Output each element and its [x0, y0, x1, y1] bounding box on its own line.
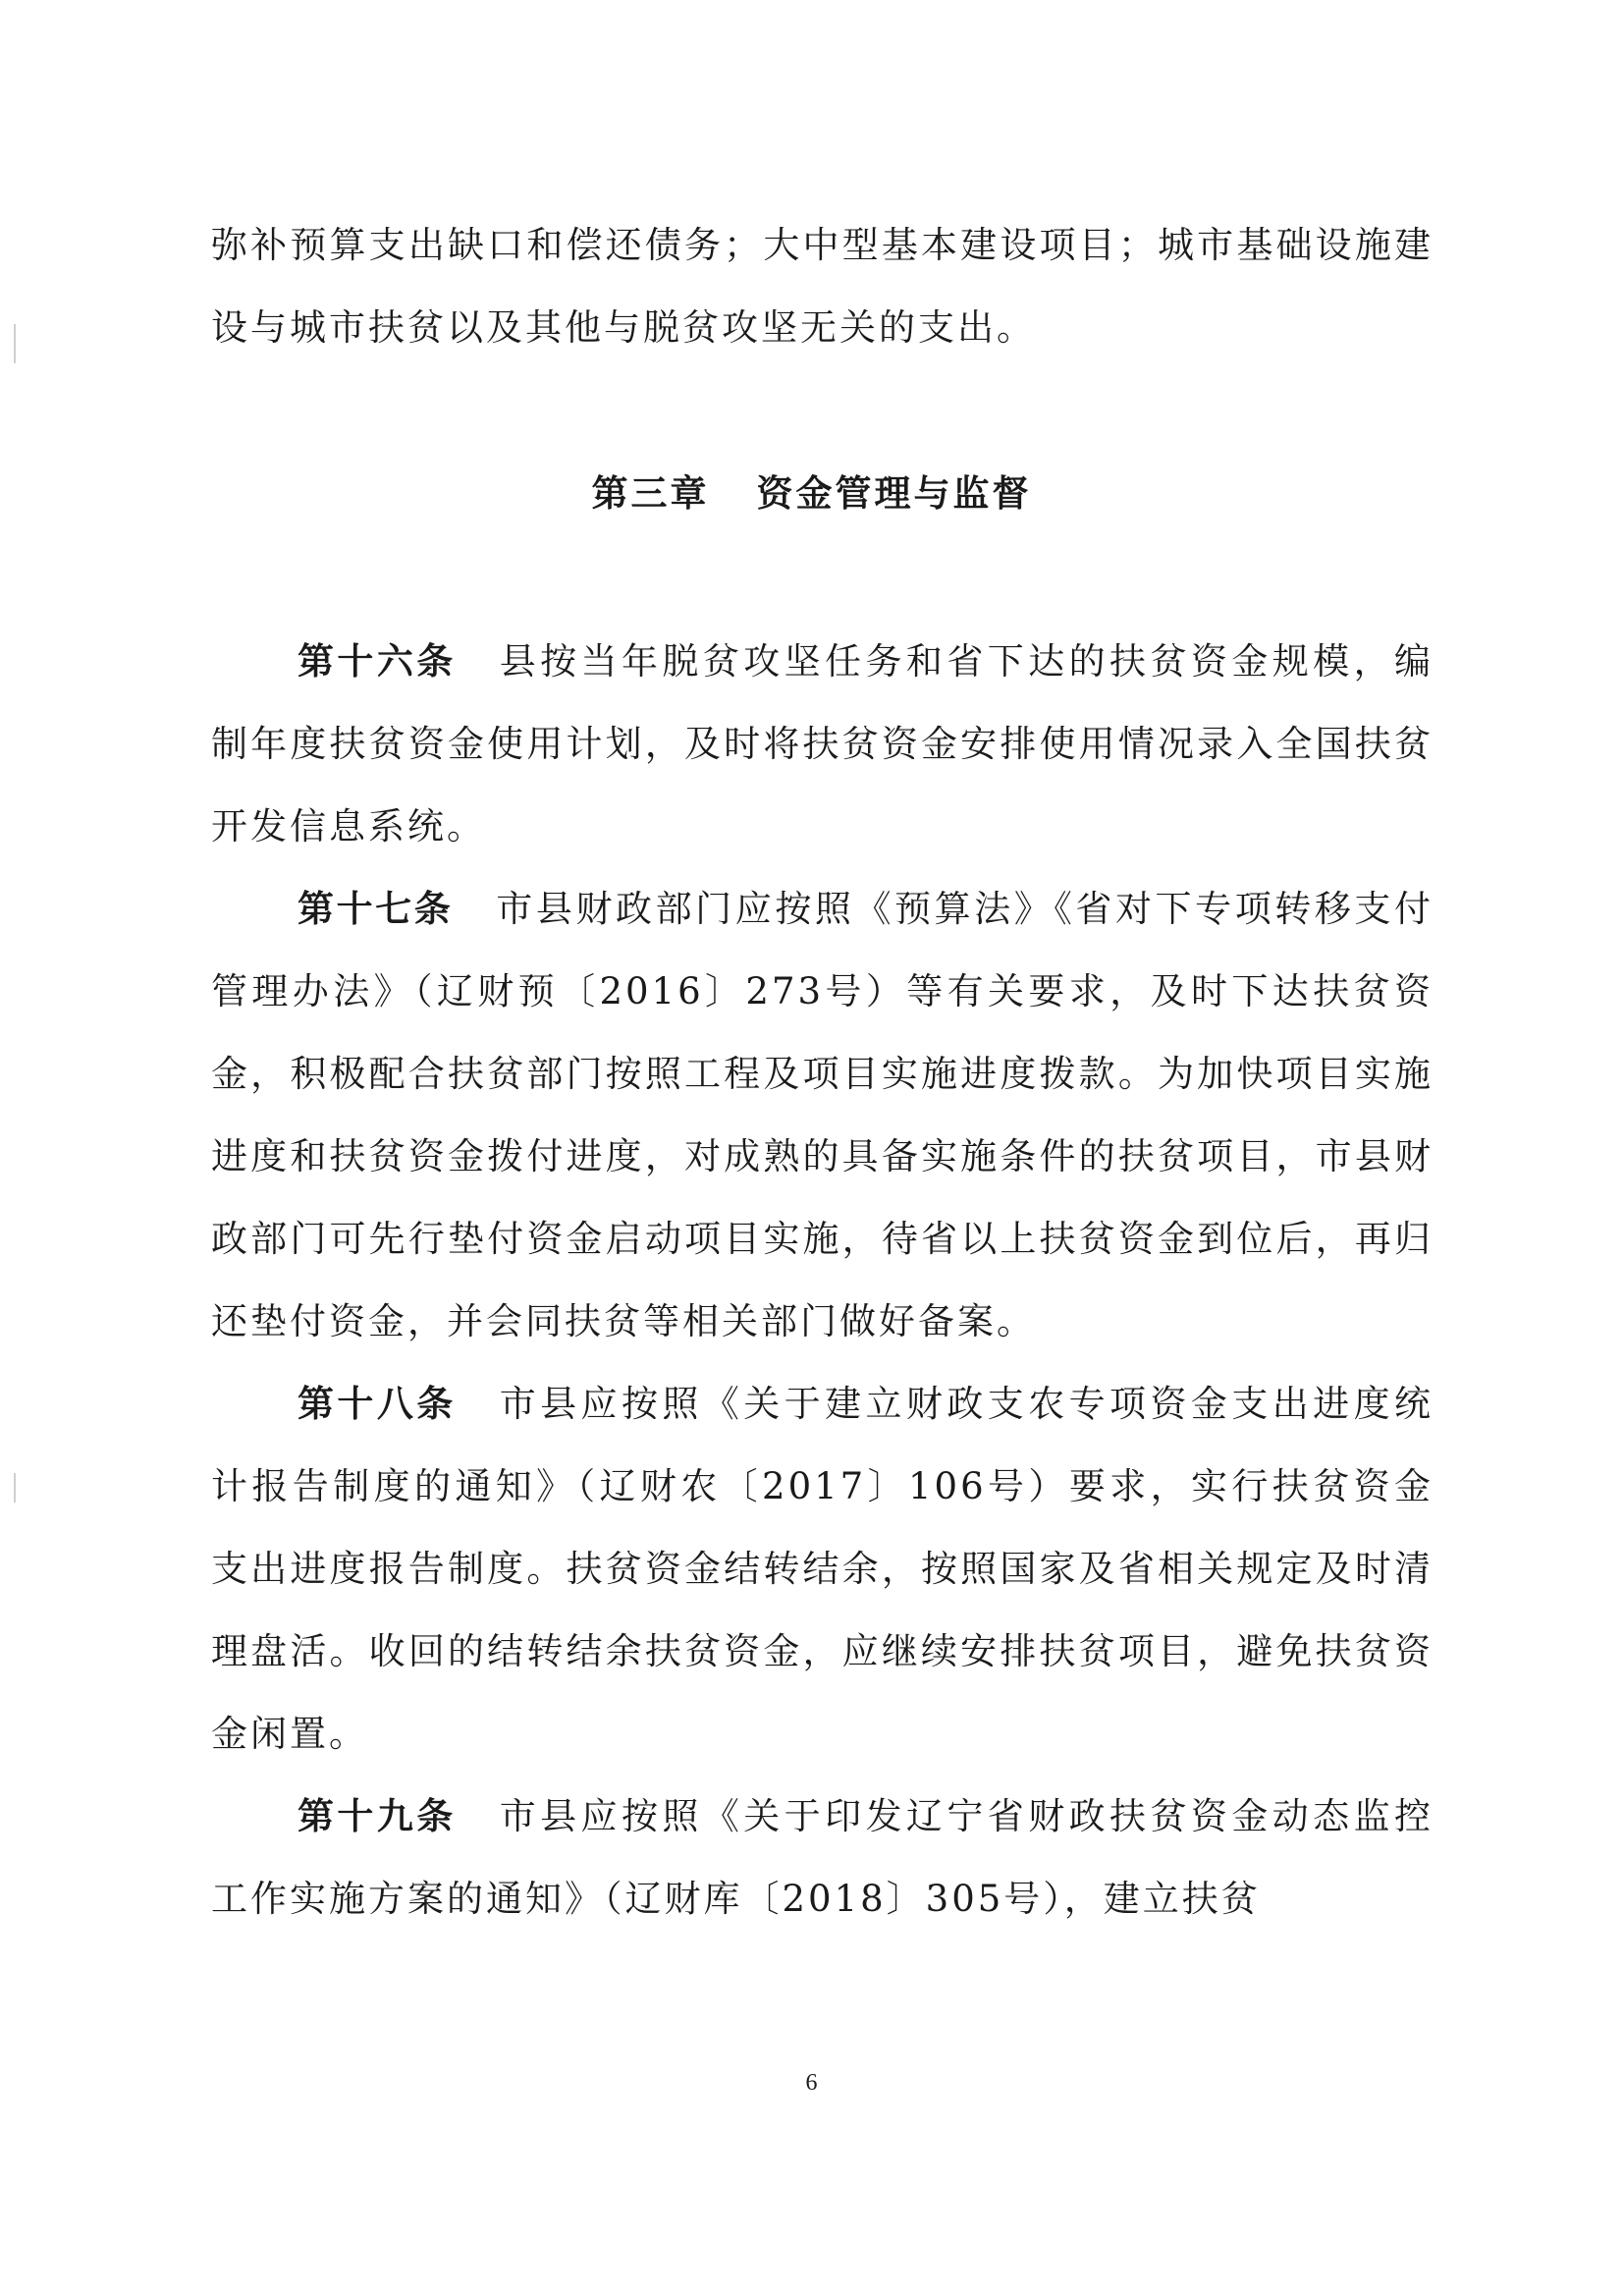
article-17 — [211, 868, 1434, 1363]
chapter-number: 第三章 — [591, 472, 710, 515]
article-number: 第十九条 — [298, 1795, 457, 1837]
article-16 — [211, 621, 1434, 868]
chapter-title: 资金管理与监督 — [756, 472, 1032, 515]
article-18 — [211, 1363, 1434, 1776]
article-number: 第十八条 — [298, 1383, 457, 1425]
articles-body — [211, 621, 1434, 1941]
article-number: 第十六条 — [298, 640, 457, 683]
article-number: 第十七条 — [298, 888, 454, 930]
article-19 — [211, 1776, 1434, 1941]
article-text: 市县应按照《关于建立财政支农专项资金支出进度统计报告制度的通知》（辽财农〔2017〕106号）要求，实行扶贫资金支出进度报告制度。扶贫资金结转结余，按照国家及省相关规定及时清理盘活。收回的结转结余扶贫资金，应继续安排扶贫项目，避免扶贫资金闲置。 — [211, 1383, 1434, 1755]
scan-edge-mark — [14, 1473, 16, 1503]
scan-edge-mark — [14, 324, 16, 363]
article-text: 县按当年脱贫攻坚任务和省下达的扶贫资金规模，编制年度扶贫资金使用计划，及时将扶贫资金安排使用情况录入全国扶贫开发信息系统。 — [211, 640, 1434, 847]
article-text: 市县财政部门应按照《预算法》《省对下专项转移支付管理办法》（辽财预〔2016〕273号）等有关要求，及时下达扶贫资金，积极配合扶贫部门按照工程及项目实施进度拨款。为加快项目实施进度和扶贫资金拨付进度，对成熟的具备实施条件的扶贫项目，市县财政部门可先行垫付资金启动项目实施，待省以上扶贫资金到位后，再归还垫付资金，并会同扶贫等相关部门做好备案。 — [211, 888, 1434, 1342]
page-number: 6 — [805, 2070, 818, 2096]
intro-paragraph: 弥补预算支出缺口和偿还债务；大中型基本建设项目；城市基础设施建设与城市扶贫以及其他与脱贫攻坚无关的支出。 — [211, 224, 1434, 349]
article-text: 市县应按照《关于印发辽宁省财政扶贫资金动态监控工作实施方案的通知》（辽财库〔2018〕305号），建立扶贫 — [211, 1795, 1434, 1920]
chapter-heading — [0, 464, 1623, 517]
